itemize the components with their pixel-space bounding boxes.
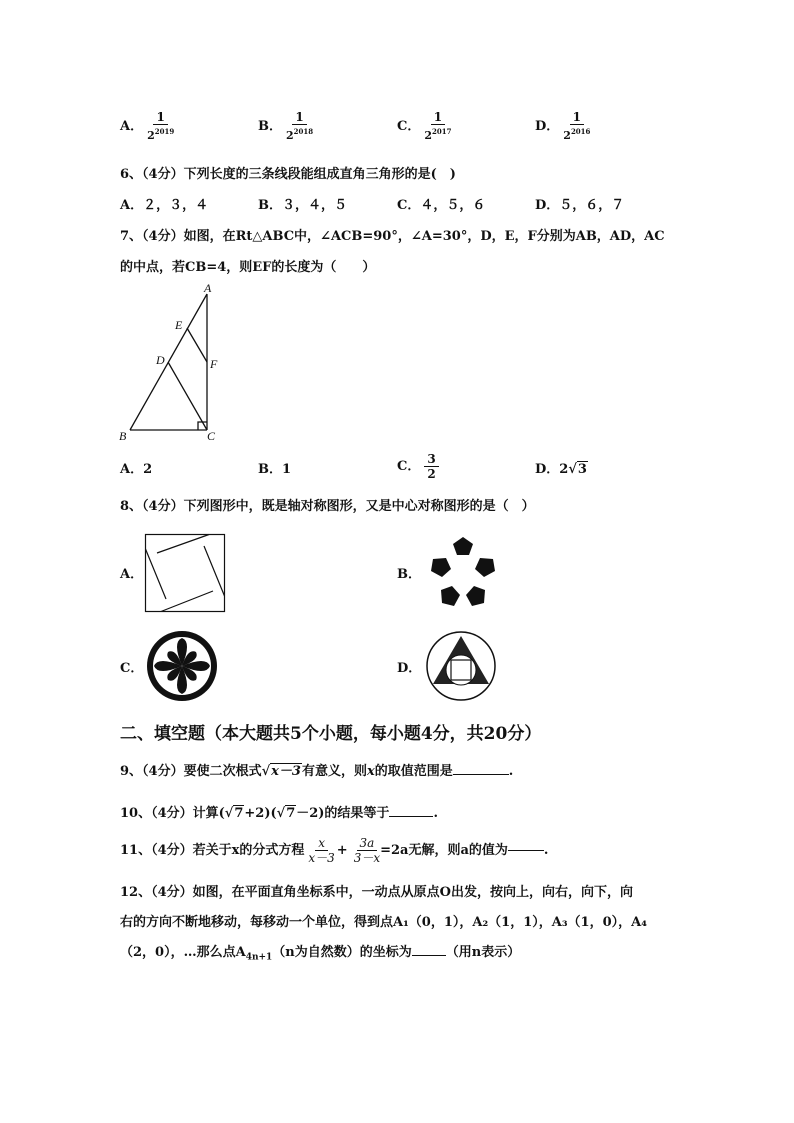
q7-triangle-figure [112,282,222,444]
q9: 9、（4分）要使二次根式√x－3有意义，则x的取值范围是 . [120,764,514,779]
q10: 10、（4分）计算(√7+2)(√7－2)的结果等于 . [120,806,438,821]
q7-option-d: D．2√3 [535,462,587,477]
q10-answer-blank[interactable] [389,816,433,817]
q8-figure-a-square-pinwheel [144,533,226,613]
q6-option-a: A．２，３，４ [120,198,209,213]
q7-line1: 7、（4分）如图，在Rt△ABC中，∠ACB=90°，∠A=30°，D，E，F分别为AB，AD，AC [120,229,665,244]
q8-option-b-label: B． [397,567,421,582]
q5-option-c: C． $\frac{1}{2^{2017}}$ [397,110,452,142]
q5-option-b: B． $\frac{1}{2^{2018}}$ [258,110,314,142]
q7-option-c: C． $\frac{3}{2}$ [397,452,439,481]
q8-option-d-label: D． [397,661,422,676]
q8-figure-c-circle-petals [144,628,220,704]
label-d: D [156,353,165,367]
q8-figure-d-circle-triangle-square [425,630,497,702]
q8-figure-b-pentagon-ring [425,533,501,609]
section-2-heading: 二、填空题（本大题共5个小题，每小题4分，共20分） [120,724,542,744]
label-b: B [119,429,127,443]
q12-line2: 右的方向不断地移动，每移动一个单位，得到点A₁（0，1），A₂（1，1），A₃（1，0），A₄ [120,915,647,930]
q6-option-c: C．４，５，６ [397,198,486,213]
q12-line3: （2，0），…那么点$A_{4n+1}(n$为自然数）的坐标为 （用n表示） [120,945,521,963]
q11-answer-blank[interactable] [508,850,544,851]
label-a: A [204,282,212,295]
q5-option-a: A． $\frac{1}{2^{2019}}$ [120,110,175,142]
q6-option-d: D．５，６，７ [535,198,625,213]
q11: 11、（4分）若关于x的分式方程 $\frac{x}{x-3}$ + $\frac{3a}{3-x}$ =2a无解，则a的值为 . [120,836,549,865]
q12-line1: 12、（4分）如图，在平面直角坐标系中，一动点从原点O出发，按向上，向右，向下，向 [120,885,633,900]
q7-option-b: B．1 [258,462,292,477]
q6-prompt: 6、（4分）下列长度的三条线段能组成直角三角形的是( ) [120,167,456,182]
q9-answer-blank[interactable] [453,774,509,775]
label-c: C [207,429,216,443]
q8-prompt: 8、（4分）下列图形中，既是轴对称图形，又是中心对称图形的是（ ） [120,499,535,514]
label-f: F [210,357,218,371]
label-e: E [175,318,183,332]
q12-answer-blank[interactable] [412,955,446,956]
q7-line2: 的中点，若CB=4，则EF的长度为（ ） [120,260,376,275]
q8-option-a-label: A． [120,567,144,582]
q5-option-d: D． $\frac{1}{2^{2016}}$ [535,110,591,142]
q7-option-a: A．2 [120,462,153,477]
q8-option-c-label: C． [120,661,144,676]
q6-option-b: B．３，４，５ [258,198,347,213]
